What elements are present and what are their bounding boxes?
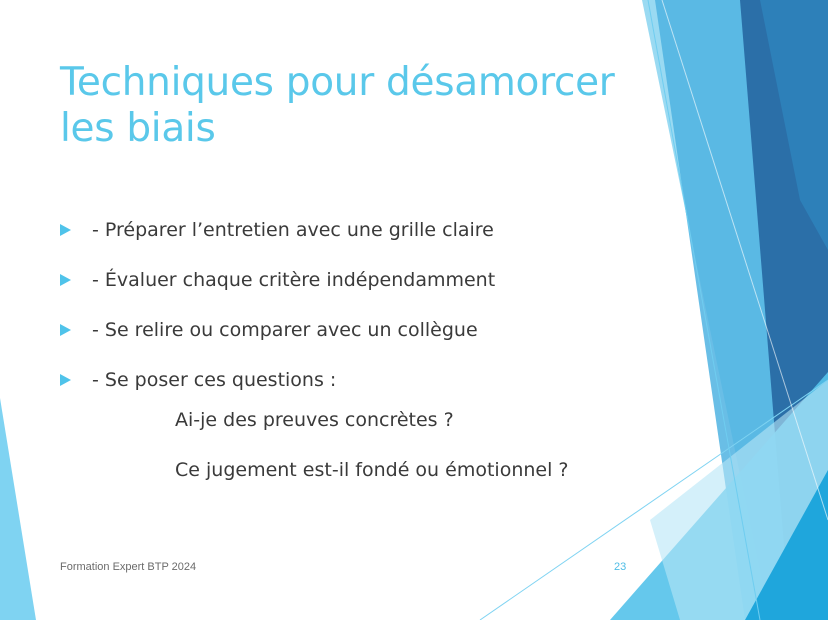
slide-footer: Formation Expert BTP 2024 — [60, 561, 197, 573]
bullet-item — [60, 305, 620, 355]
bullet-item — [60, 255, 620, 305]
bullet-item — [60, 205, 620, 255]
triangle-bullet-icon — [60, 274, 71, 286]
bullet-text: - Évaluer chaque critère indépendamment — [92, 269, 496, 291]
page-number: 23 — [614, 561, 627, 573]
question-item: Ce jugement est-il fondé ou émotionnel ? — [175, 459, 569, 481]
bullet-text: - Se relire ou comparer avec un collègue — [92, 319, 478, 341]
bullet-text: - Préparer l’entretien avec une grille claire — [92, 219, 494, 241]
triangle-bullet-icon — [60, 224, 71, 236]
bullet-text: - Se poser ces questions : — [92, 369, 337, 391]
triangle-bullet-icon — [60, 324, 71, 336]
bullet-list — [60, 205, 620, 405]
triangle-bullet-icon — [60, 374, 71, 386]
left-edge-shape — [0, 398, 36, 620]
question-list — [175, 395, 569, 495]
slide-title: Techniques pour désamorcer les biais — [60, 60, 615, 151]
question-item: Ai-je des preuves concrètes ? — [175, 409, 454, 431]
